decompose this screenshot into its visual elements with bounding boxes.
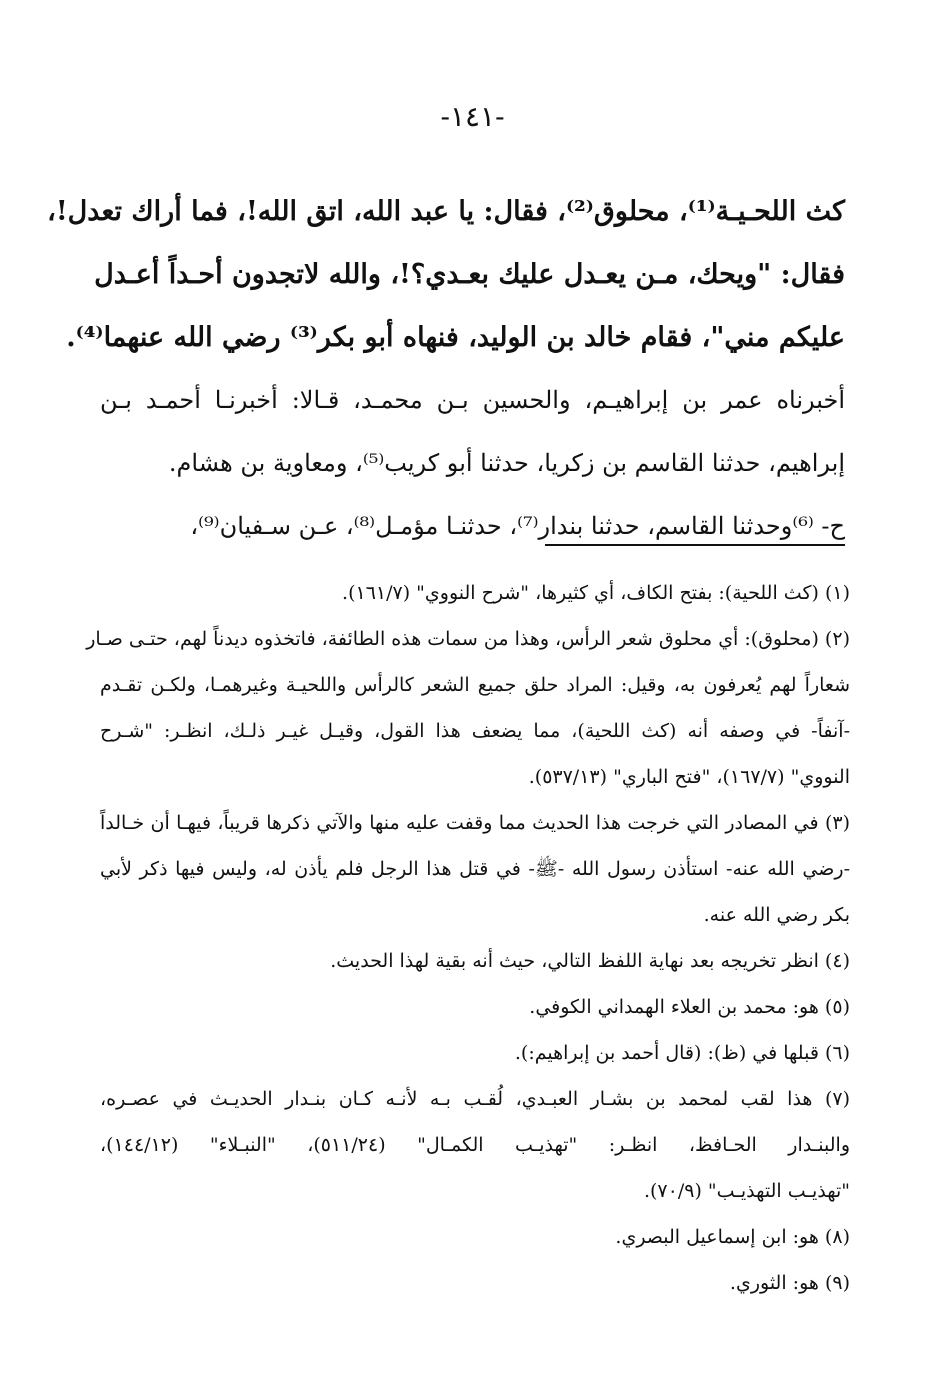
footnote-line: (٨) هو: ابن إسماعيل البصري. (615, 1226, 850, 1248)
page-number: -١٤١- (440, 100, 505, 133)
main-text-line: إبراهيم، حدثنا القاسم بن زكريا، حدثنا أبو كريب⁽⁵⁾، ومعاوية بن هشام. (168, 449, 845, 477)
main-text (47, 180, 845, 558)
footnote-line: شعاراً لهم يُعرفون به، وقيل: المراد حلق جميع الشعر كالرأس واللحيـة وغيرهمـا، ولكـن تقـدم (100, 674, 850, 696)
footnote-line: (٦) قبلها في (ظ): (قال أحمد بن إبراهيم:). (514, 1042, 850, 1064)
footnote-line: (٩) هو: الثوري. (729, 1272, 850, 1294)
main-text-line: كث اللحـيـة⁽¹⁾، محلوق⁽²⁾، فقال: يا عبد الله، اتق الله!، فما أراك تعدل!، (47, 196, 845, 227)
footnote-line: (٤) انظر تخريجه بعد نهاية اللفظ التالي، حيث أنه بقية لهذا الحديث. (330, 950, 850, 972)
footnote-line: (١) (كث اللحية): بفتح الكاف، أي كثيرها، "شرح النووي" (١٦١/٧). (342, 582, 850, 604)
footnote-line: النووي" (١٦٧/٧)، "فتح الباري" (٥٣٧/١٣). (528, 766, 850, 788)
footnote-line: (٢) (محلوق): أي محلوق شعر الرأس، وهذا من سمات هذه الطائفة، فاتخذوه ديدناً لهم، حتـى صـار (86, 628, 850, 650)
main-text-line: عليكم مني"، فقام خالد بن الوليد، فنهاه أبو بكر⁽³⁾ رضي الله عنهما⁽⁴⁾. (66, 322, 845, 353)
footnote-line: -آنفاً- في وصفه أنه (كث اللحية)، مما يضعف هذا القول، وقيـل غيـر ذلـك، انظـر: "شـرح (100, 720, 850, 742)
footnote-line: (٥) هو: محمد بن العلاء الهمداني الكوفي. (529, 996, 850, 1018)
footnote-line: (٧) هذا لقب لمحمد بن بشـار العبـدي، لُقـب بـه لأنـه كـان بنـدار الحديـث في عصـره، (100, 1088, 850, 1110)
footnote-line: (٣) في المصادر التي خرجت هذا الحديث مما وقفت عليه منها والآتي ذكرها قريباً، فيهـا أن خـالداً (100, 812, 850, 834)
footnote-line: بكر رضي الله عنه. (703, 904, 850, 926)
main-text-line: ح- ⁽⁶⁾وحدثنا القاسم، حدثنا بندار⁽⁷⁾، حدثنـا مؤمـل⁽⁸⁾، عـن سـفيان⁽⁹⁾، (190, 512, 845, 540)
main-text-line: أخبرناه عمر بن إبراهيـم، والحسين بـن محمـد، قـالا: أخبرنـا أحمـد بـن (100, 386, 845, 414)
main-text-line: فقال: "ويحك، مـن يعـدل عليك بعـدي؟!، والله لاتجدون أحـداً أعـدل (94, 259, 845, 290)
footnote-line: والبنـدار الحـافظ، انظـر: "تهذيـب الكمـال" (٥١١/٢٤)، "النبـلاء" (١٤٤/١٢)، (100, 1134, 850, 1156)
footnotes (86, 570, 850, 1306)
footnote-line: -رضي الله عنه- استأذن رسول الله -ﷺ- في قتل هذا الرجل فلم يأذن له، وليس فيها ذكر لأبي (100, 858, 850, 880)
footnote-separator (545, 544, 845, 546)
footnote-line: "تهذيـب التهذيـب" (٧٠/٩). (643, 1180, 850, 1202)
